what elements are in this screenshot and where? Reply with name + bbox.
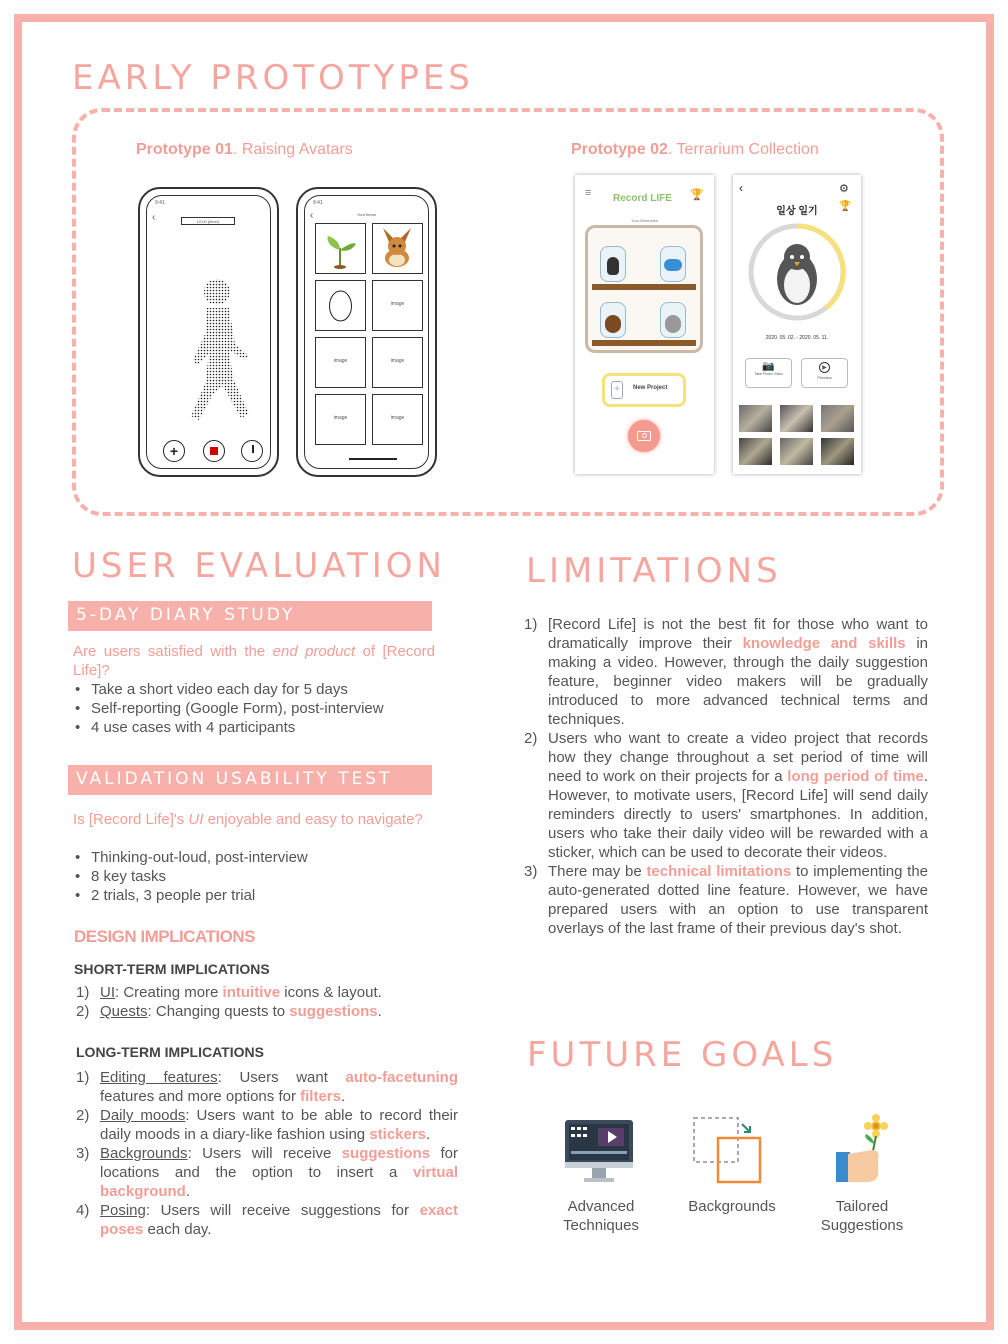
diary-study-heading: 5-DAY DIARY STUDY: [68, 601, 432, 631]
new-project-button[interactable]: [602, 373, 686, 407]
add-jar-icon: +: [611, 381, 623, 399]
dotted-avatar-figure: [179, 274, 259, 424]
item-image-placeholder[interactable]: image: [372, 337, 423, 388]
goal-advanced-techniques: Advanced Techniques: [563, 1198, 639, 1234]
diary-thumbnail[interactable]: [780, 438, 813, 465]
status-time: 9:41: [313, 200, 323, 206]
diary-title: 일상 일기: [776, 206, 818, 217]
list-item: • 4 use cases with 4 participants: [73, 718, 435, 737]
user-evaluation-heading: USER EVALUATION: [72, 546, 446, 586]
gear-icon[interactable]: ⚙: [839, 183, 849, 195]
diary-thumbnail[interactable]: [739, 405, 772, 432]
goal-backgrounds: Backgrounds: [688, 1198, 776, 1215]
diary-study-question: Are users satisfied with the end product of [Record Life]?: [73, 643, 435, 679]
camera-icon: [637, 431, 651, 441]
list-item: • Thinking-out-loud, post-interview: [73, 848, 435, 867]
phone-wireframe-avatar: [138, 187, 279, 477]
long-term-heading: LONG-TERM IMPLICATIONS: [76, 1044, 264, 1060]
jar-bear[interactable]: [600, 302, 626, 338]
record-button[interactable]: [203, 440, 225, 462]
jar-cat[interactable]: [660, 302, 686, 338]
validation-test-question: Is [Record Life]'s UI enjoyable and easy to navigate?: [73, 811, 423, 828]
prototype-1-title: Prototype 01. Raising Avatars: [136, 141, 353, 158]
app-screen-record-life: [575, 175, 714, 474]
stopwatch-icon[interactable]: [241, 440, 263, 462]
back-icon[interactable]: ‹: [310, 210, 314, 221]
limitations-heading: LIMITATIONS: [526, 551, 782, 591]
diary-thumbnail[interactable]: [821, 405, 854, 432]
items-heading: Your Items: [357, 212, 376, 217]
item-fox-creature[interactable]: [372, 223, 423, 274]
list-item: • Self-reporting (Google Form), post-interview: [73, 699, 435, 718]
long-term-list: [74, 1068, 458, 1239]
goal-tailored-suggestions: Tailored Suggestions: [820, 1198, 904, 1234]
add-icon[interactable]: +: [163, 440, 185, 462]
monitor-icon: [564, 1118, 634, 1188]
diary-thumbnail[interactable]: [821, 438, 854, 465]
design-implications-heading: DESIGN IMPLICATIONS: [74, 927, 255, 946]
date-range: 2020. 05. 02. - 2020. 05. 11.: [765, 335, 829, 341]
list-item: 2) Daily moods: Users want to be able to record their daily moods in a diary-like fashion using stickers.: [76, 1107, 459, 1143]
hand-flower-icon: [832, 1114, 892, 1186]
future-goals-heading: FUTURE GOALS: [527, 1035, 838, 1075]
short-term-list: [74, 983, 458, 1021]
preview-button[interactable]: ▶ Preview: [801, 358, 848, 388]
diary-thumbnail[interactable]: [739, 438, 772, 465]
terrarium-shelf: [585, 225, 703, 353]
list-item: 3) There may be technical limitations to implementing the auto-generated dotted line feature. However, we have prepared users with an option to use transparent overlays of the last frame of their previous day's shot.: [524, 863, 929, 937]
list-item: 1) Editing features: Users want auto-facetuning features and more options for filters.: [76, 1069, 458, 1105]
early-prototypes-heading: EARLY PROTOTYPES: [72, 58, 474, 98]
diary-study-list: [73, 680, 435, 737]
list-item: 2) Users who want to create a video project that records how they change throughout a set period of time will need to work on their projects for a long period of time. However, to motivate users, [Record Life] will send daily reminders directly to users' smartphones. In addition, users who take their daily video will be rewarded with a sticker, which can be used to decorate their videos.: [524, 730, 929, 861]
list-item: • 2 trials, 3 people per trial: [73, 886, 435, 905]
item-image-placeholder[interactable]: image: [315, 394, 366, 445]
list-item: 1) [Record Life] is not the best fit for those who want to dramatically improve their knowledge and skills in making a video. However, through the daily suggestion feature, beginner video makers will be gradually introduced to more advanced technical terms and techniques.: [524, 616, 929, 728]
diary-thumbnail[interactable]: [780, 405, 813, 432]
new-project-label: New Project: [633, 385, 668, 391]
menu-icon[interactable]: ≡: [585, 187, 592, 199]
back-icon[interactable]: ‹: [152, 212, 156, 223]
memories-label: Your Memories: [631, 218, 658, 223]
item-image-placeholder[interactable]: image: [315, 337, 366, 388]
list-item: 1) UI: Creating more intuitive icons & layout.: [76, 984, 382, 1001]
trophy-icon[interactable]: 🏆: [690, 189, 704, 201]
camera-button[interactable]: [628, 420, 660, 452]
play-icon: ▶: [819, 362, 830, 373]
brand-label: Record LIFE: [613, 193, 672, 204]
short-term-heading: SHORT-TERM IMPLICATIONS: [74, 961, 270, 977]
back-icon[interactable]: ‹: [739, 181, 743, 195]
list-item: 3) Backgrounds: Users will receive suggestions for locations and the option to insert a virtual background.: [76, 1145, 458, 1200]
list-item: 4) Posing: Users will receive suggestions for exact poses each day.: [76, 1202, 458, 1238]
item-sprout[interactable]: [315, 223, 366, 274]
app-screen-diary: [733, 175, 861, 474]
validation-test-heading: VALIDATION USABILITY TEST: [68, 765, 432, 795]
timer-label: 10:00 (timer): [181, 217, 235, 225]
item-image-placeholder[interactable]: image: [372, 394, 423, 445]
camera-icon: 📷: [762, 361, 775, 372]
item-egg[interactable]: [315, 280, 366, 331]
take-photo-button[interactable]: 📷 Take Photo/ Video: [745, 358, 792, 388]
home-indicator: [349, 458, 397, 460]
list-item: • Take a short video each day for 5 days: [73, 680, 435, 699]
resize-icon: [692, 1116, 762, 1186]
jar-penguin[interactable]: [600, 246, 626, 282]
list-item: • 8 key tasks: [73, 867, 435, 886]
phone-wireframe-items: [296, 187, 437, 477]
prototype-2-title: Prototype 02. Terrarium Collection: [571, 141, 819, 158]
validation-test-list: [73, 848, 435, 905]
limitations-list: [522, 615, 928, 938]
status-time: 9:41: [155, 200, 165, 206]
jar-dolphin[interactable]: [660, 246, 686, 282]
item-image-placeholder[interactable]: image: [372, 280, 423, 331]
progress-ring: [746, 221, 848, 323]
list-item: 2) Quests: Changing quests to suggestions.: [76, 1003, 382, 1020]
trophy-icon[interactable]: 🏆: [839, 201, 852, 212]
